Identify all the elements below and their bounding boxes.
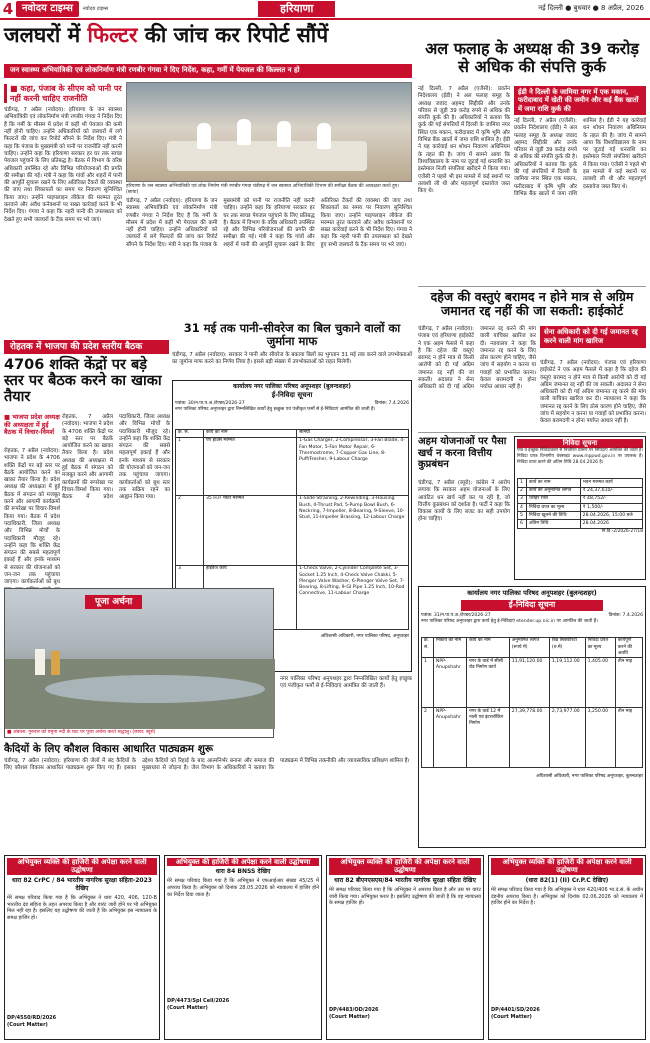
tender1-office: कार्यालय नगर पालिका परिषद अनूपशहर (बुलन्दशहर) [233,383,351,390]
table-cell: अंतिम तिथि [526,520,580,528]
court-ad-1 [4,855,160,1040]
table-cell: पंप हाउस मरम्मत [203,437,296,495]
fine-body: चंडीगढ़, 7 अप्रैल (नवोदय): सरकार ने पानी और सीवरेज के बकाया बिलों का भुगतान 31 मई तक करने वाले उपभोक्ताओं का जुर्माना माफ करने का निर्णय लिया है। इससे बड़ी संख्या में उपभोक्ताओं को राहत मिलेगी। [172,352,412,366]
lead-headline [4,24,412,46]
court-ad-2-footer: (Court Matter) [167,1005,208,1012]
court-ad-3-body: मेरे समक्ष परिवाद किया गया है कि अभियुक्त ने अपराध किया है और उस पर वारंट जारी किया गया। अभियुक्त फरार है। इसलिए उद्घोषणा की जाती है कि वह न्यायालय के समक्ष हाजिर हो। [329,886,481,907]
dowry-body: चंडीगढ़, 7 अप्रैल (नवोदय): पंजाब एवं हरियाणा हाईकोर्ट ने एक अहम फैसले में कहा है कि दहेज की वस्तुएं बरामद न होने मात्र से किसी आरोपी को दी गई अग्रिम जमानत रद्द नहीं की जा सकती। अदालत ने सेना अधिकारी को दी गई अग्रिम जमानत रद्द करने की मांग वाली याचिका खारिज कर दी। न्यायालय ने कहा कि जमानत रद्द करने के लिए ठोस कारण होने चाहिए, जैसे जांच में सहयोग न करना या गवाहों को प्रभावित करना। केवल बरामदगी न होना पर्याप्त आधार नहीं है। [418,326,536,391]
table-cell: कार्य का नाम [526,479,580,487]
table-row [518,512,643,520]
river-scene-graphic [5,589,275,729]
table-cell: 2 [518,487,527,495]
tender1-sign: अधिशासी अधिकारी, नगर पालिका परिषद, अनूपशहर [320,633,409,639]
tender2-ref: नि.वि.-2/2026-27/18 [601,528,643,534]
tender1-col-header: कार्य का नाम [203,429,296,437]
alfalah-body-col1: नई दिल्ली, 7 अप्रैल (एजेंसी): प्रवर्तन निदेशालय (ईडी) ने अल फलाह समूह के अध्यक्ष जवाद अहमद सिद्दीकी और उनके परिवार से जुड़ी 39 करोड़ रुपये से अधिक की संपत्ति कुर्क की है। अधिकारियों ने बताया कि कुर्क की गई संपत्तियों में दिल्ली के जामिया नगर स्थित एक मकान, फरीदाबाद में कृषि भूमि और विभिन्न बैंक खातों में जमा राशि शामिल है। ईडी ने यह कार्रवाई धन शोधन निवारण अधिनियम के तहत की है। जांच में सामने आया कि विश्वविद्यालय के नाम पर जुटाई गई धनराशि का इस्तेमाल निजी संपत्तियां खरीदने में किया गया। एजेंसी ने पहले भी इस मामले में कई स्थानों पर तलाशी ली थी और महत्वपूर्ण दस्तावेज जब्त किए थे। [418,86,510,195]
puja-photo [4,588,274,738]
lead-photo [126,82,412,182]
devotee-shape [51,651,60,675]
puja-label: पूजा अर्चना [85,595,142,609]
alfalah-subheadline: ईडी ने दिल्ली के जामिया नगर में एक मकान, फरीदाबाद में खेती की जमीन और कई बैंक खातों में जमा राशि कुर्क की [514,86,646,115]
dowry-body-col3: चंडीगढ़, 7 अप्रैल (नवोदय): पंजाब एवं हरियाणा हाईकोर्ट ने एक अहम फैसले में कहा है कि दहेज की वस्तुएं बरामद न होने मात्र से किसी आरोपी को दी गई अग्रिम जमानत रद्द नहीं की जा सकती। अदालत ने सेना अधिकारी को दी गई अग्रिम जमानत रद्द करने की मांग वाली याचिका खारिज कर दी। न्यायालय ने कहा कि जमानत रद्द करने के लिए ठोस कारण होने चाहिए, जैसे जांच में सहयोग न करना या गवाहों को प्रभावित करना। केवल बरामदगी न होना पर्याप्त आधार नहीं है। [540,360,646,425]
court-ad-2-ref: DP/4473/Spl Cell/2026 [167,998,230,1005]
table-cell: 11,91,120.00 [509,658,549,708]
table-cell: धरोहर राशि [526,495,580,503]
table-row [518,479,643,487]
court-ad-4-title: अभियुक्त व्यक्ति की हाजिरी की अपेक्षा करने वाली उद्घोषणा [491,858,643,875]
skill-headline: कैदियों के लिए कौशल विकास आधारित पाठ्यक्रम शुरू [4,743,214,755]
dowry-headline: दहेज की वस्तुएं बरामद न होने मात्र से अग्रिम जमानत रद्द नहीं की जा सकती: हाईकोर्ट [430,289,634,319]
tender1-date: दिनांक: 7.4.2026 [374,400,409,406]
lead-headline-highlight: फिल्टर [87,23,138,47]
lead-kicker: ■ कहा, पंजाब के सीएम को पानी पर नहीं करनी चाहिए राजनीति [4,84,122,103]
lead-body: चंडीगढ़, 7 अप्रैल (नवोदय): हरियाणा के जन स्वास्थ्य अभियांत्रिकी एवं लोकनिर्माण मंत्री रणबीर गंगवा ने निर्देश दिए हैं कि गर्मी के मौसम में प्रदेश में कहीं भी पेयजल की कमी नहीं होनी चाहिए। उन्होंने अधिकारियों को जलघरों में लगे फिल्टरों की जांच कर रिपोर्ट सौंपने के निर्देश दिए। मंत्री ने कहा कि पंजाब के मुख्यमंत्री को पानी पर राजनीति नहीं करनी चाहिए। उन्होंने कहा कि हरियाणा सरकार हर घर तक स्वच्छ पेयजल पहुंचाने के लिए प्रतिबद्ध है। बैठक में विभाग के वरिष्ठ अधिकारी उपस्थित रहे और विभिन्न परियोजनाओं की प्रगति की समीक्षा की गई। मंत्री ने कहा कि गांवों और शहरों में पानी की आपूर्ति सुचारू रखने के लिए अतिरिक्त टैंकरों की व्यवस्था की जाए तथा शिकायतों का समय पर निवारण सुनिश्चित किया जाए। उन्होंने पाइपलाइन लीकेज की मरम्मत तुरंत करवाने और अवैध कनेक्शनों पर सख्त कार्रवाई करने के भी निर्देश दिए। गंगवा ने कहा कि नहरी पानी की उपलब्धता को देखते हुए सभी जलघरों के टैंक समय पर भरे जाएं। [126,198,412,248]
table-cell: ₹ 1,500/- [580,504,642,512]
masthead-sub: नवोदय टाइम्स [82,5,109,12]
table-cell: 5 [518,512,527,520]
court-ad-1-sub: धारा 82 CrPC / 84 भारतीय नागरिक सुरक्षा संहिता-2023 देखिए [12,876,152,892]
rohtak-kicker: ■ भाजपा प्रदेश अध्यक्ष की अध्यक्षता में हुई बैठक में विचार-विमर्श [4,413,60,437]
court-ad-1-ref: DP/4550/RD/2026 [7,1014,57,1021]
dowry-subheadline: सेना अधिकारी को दी गई जमानत रद्द करने वाली मांग खारिज [540,326,646,348]
court-ad-4-body: मेरे समक्ष परिवाद किया गया है कि अभियुक्त ने धारा 420/406 भा.दं.सं. के अधीन दंडनीय अपराध किया है। अभियुक्त को दिनांक 02.06.2026 को न्यायालय में हाजिर होने का निर्देश है। [491,886,643,907]
court-ad-4-sub: (धारा 82(1) (II) Cr.P.C देखिए) [525,876,609,884]
issue-date: नई दिल्ली ● बुधवार ● 8 अप्रैल, 2026 [538,4,644,13]
table-cell: 27,39,778.00 [509,708,549,768]
loan-body: चंडीगढ़, 7 अप्रैल (ब्यूरो): कांग्रेस ने आरोप लगाया कि सरकार अहम योजनाओं के लिए आवंटित धन खर्च नहीं कर पा रही है, जो वित्तीय कुप्रबंधन को दर्शाता है। पार्टी ने कहा कि विकास कार्यों के लिए बजट का सही उपयोग होना चाहिए। [418,480,510,523]
court-ad-3-sub: धारा 82 बीएनएसएस/84 भारतीय नागरिक सुरक्षा संहिता देखिए [334,876,476,884]
court-ad-1-title: अभियुक्त व्यक्ति की हाजिरी की अपेक्षा करने वाली उद्घोषणा [7,858,157,875]
table-cell: 1-Check Valve, 2-Cylinder Complete Set, 3-Socket 1.25 Inch, 4-Check Valve Chakki, 5-Plenger Valve Washer, 6-Plenger Valve Set, 7-Bearing, 8-Lifting, 9-GI Pipe 1.25 Inch, 10-Rod Connective, 11-Labour Charge [297,565,409,629]
puja-caption: ■ अंबाला: गुरुवार को यमुना नदी के घाट पर पूजा अर्चना करते श्रद्धालु। (छाया: ब्यूरो) [5,729,273,737]
table-cell: 2 [422,708,434,768]
table-cell: निविदा खुलने की तिथि [526,512,580,520]
tender3-ref: पत्रांक: 31/न.पा.प.अ./टेण्डर/2026-27 [421,612,491,618]
tender3-table [421,637,643,769]
tender3-col-header: निकाय का नाम [433,637,466,658]
tender3-col-header: निविदा प्रपत्र का मूल्य [585,637,615,658]
tender1-intro: नगर पालिका परिषद अनूपशहर द्वारा निम्नलिखित कार्यों हेतु इच्छुक एवं पंजीकृत फर्मों से ई-निविदाएं आमंत्रित की जाती हैं। [175,406,376,412]
court-ad-2-body: मेरे समक्ष परिवाद किया गया है कि अभियुक्त ने एफआईआर संख्या 45/25 में अपराध किया है। अभियुक्त को दिनांक 28.05.2026 को न्यायालय में हाजिर होने का निर्देश दिया जाता है। [167,878,319,898]
table-row [422,658,643,708]
court-ad-3-ref: DP/4483/OD/2026 [329,1006,379,1013]
table-row [176,437,409,495]
table-cell: भवन मरम्मत कार्य [580,479,642,487]
table-cell: 3 [176,565,204,629]
divider [418,432,646,433]
rohtak-body-col1: रोहतक, 7 अप्रैल (नवोदय): भाजपा ने प्रदेश के 4706 शक्ति केंद्रों पर बड़े स्तर पर बैठकें आयोजित करने का खाका तैयार किया है। प्रदेश अध्यक्ष की अध्यक्षता में हुई बैठक में संगठन को मजबूत करने और आगामी कार्यक्रमों की रूपरेखा पर विचार-विमर्श किया गया। बैठक में प्रदेश पदाधिकारी, जिला अध्यक्ष और विभिन्न मोर्चों के पदाधिकारी मौजूद रहे। उन्होंने कहा कि शक्ति केंद्र संगठन की सबसे महत्वपूर्ण इकाई हैं और इनके माध्यम से सरकार की योजनाओं को जन-जन तक पहुंचाया जाएगा। कार्यकर्ताओं को बूथ [4,448,60,586]
tender2-title: निविदा सूचना [517,439,643,448]
tender3-title: ई-निविदा सूचना [461,600,603,611]
lead-photo-caption: हरियाणा के जन स्वास्थ्य अभियांत्रिकी एवं लोक निर्माण मंत्री रणबीर गंगवा चंडीगढ़ में जन स्वास्थ्य अभियांत्रिकी विभाग की समीक्षा बैठक की अध्यक्षता करते हुए। (छाया) [126,184,400,196]
court-ad-2-sub: धारा 84 BNSS देखिए [215,868,271,876]
tender1-col-header: सामग्री [297,429,409,437]
person-shape [197,123,211,149]
table-cell: नगर के वार्ड में सीसी रोड निर्माण कार्य [467,658,510,708]
table-cell: NPP-Anupshahr [433,658,466,708]
court-ad-2 [164,855,322,1040]
table-cell: 1 [518,479,527,487]
table-cell: कार्य की अनुमानित लागत [526,487,580,495]
person-shape [277,121,291,147]
tender3-col-header: बिड सिक्योरिटी (रु.में) [549,637,585,658]
tender3-office: कार्यालय नगर पालिका परिषद अनूपशहर (बुलन्दशहर) [467,589,597,597]
table-cell: 1,19,112.00 [549,658,585,708]
tender1-note: नगर पालिका परिषद अनूपशहर द्वारा निम्नलिखित कार्यों हेतु इच्छुक एवं पंजीकृत फर्मों से ई-निविदाएं आमंत्रित की जाती हैं। [280,676,412,690]
devotee-shape [35,649,45,675]
table-cell: 28.04.2026 [580,520,642,528]
rohtak-body: रोहतक, 7 अप्रैल (नवोदय): भाजपा ने प्रदेश के 4706 शक्ति केंद्रों पर बड़े स्तर पर बैठकें आयोजित करने का खाका तैयार किया है। प्रदेश अध्यक्ष की अध्यक्षता में हुई बैठक में संगठन को मजबूत करने और आगामी कार्यक्रमों की रूपरेखा पर विचार-विमर्श किया गया। बैठक में प्रदेश पदाधिकारी, जिला अध्यक्ष और विभिन्न मोर्चों के पदाधिकारी मौजूद रहे। उन्होंने कहा कि शक्ति केंद्र संगठन की सबसे महत्वपूर्ण इकाई हैं और इनके माध्यम से सरकार की योजनाओं को जन-जन तक पहुंचाया जाएगा। कार्यकर्ताओं को बूथ स्तर तक सक्रिय रहने का आह्वान किया गया। [62,414,170,501]
lead-headline-part2: की जांच कर रिपोर्ट सौंपें [137,23,329,47]
table-cell: 35 H.P. मोटर मरम्मत [203,495,296,565]
section-title: हरियाणा [258,1,335,17]
table-cell: हाईवेज कार्य [203,565,296,629]
alfalah-headline: अल फलाह के अध्यक्ष की 39 करोड़ से अधिक की संपत्ति कुर्क [425,39,639,76]
rohtak-band: रोहतक में भाजपा की प्रदेश स्तरीय बैठक [4,340,169,354]
rohtak-headline: 4706 शक्ति केंद्रों पर बड़े स्तर पर बैठक करने का खाका तैयार [4,357,162,405]
table-cell: ₹ 24,37,610/- [580,487,642,495]
court-ad-4-ref: DP/4401/SD/2026 [491,1006,540,1013]
table-cell: 6 [518,520,527,528]
table-cell: 1,405.00 [585,658,615,708]
court-ad-3-title: अभियुक्त व्यक्ति की हाजिरी की अपेक्षा करने वाली उद्घोषणा [329,858,481,875]
table-row [518,520,643,528]
court-ad-1-footer: (Court Matter) [7,1021,48,1028]
tender2-table [517,478,643,528]
tender-notice-2 [514,436,646,580]
tender3-sign: अधिशासी अधिकारी, नगर पालिका परिषद अनूपशहर, बुलन्दशहर [536,774,643,780]
table-cell: NPP-Anupshahr [433,708,466,768]
lead-body-col1: चंडीगढ़, 7 अप्रैल (नवोदय): हरियाणा के जन स्वास्थ्य अभियांत्रिकी एवं लोकनिर्माण मंत्री रणबीर गंगवा ने निर्देश दिए हैं कि गर्मी के मौसम में प्रदेश में कहीं भी पेयजल की कमी नहीं होनी चाहिए। उन्होंने अधिकारियों को जलघरों में लगे फिल्टरों की जांच कर रिपोर्ट सौंपने के निर्देश दिए। मंत्री ने कहा कि पंजाब के मुख्यमंत्री को पानी पर राजनीति नहीं करनी चाहिए। उन्होंने कहा कि हरियाणा सरकार हर घर तक स्वच्छ पेयजल पहुंचाने के लिए प्रतिबद्ध है। बैठक में विभाग के वरिष्ठ अधिकारी उपस्थित रहे और विभिन्न परियोजनाओं की प्रगति की समीक्षा की गई। मंत्री ने कहा कि गांवों और शहरों में पानी की आपूर्ति सुचारू रखने के लिए अतिरिक्त टैंकरों की व्यवस्था की जाए तथा शिकायतों का समय पर निवारण सुनिश्चित किया जाए। उन्होंने पाइपलाइन लीकेज की मरम्मत तुरंत करवाने और अवैध कनेक्शनों पर सख्त कार्रवाई करने के भी निर्देश दिए। गंगवा ने कहा कि नहरी पानी की उपलब्धता को देखते हुए सभी जलघरों के टैंक समय पर भरे जाएं। [4,107,122,223]
table-cell: 1-Gas Charger, 2-Compressor, 3-Fan Blade, 4-Fan Motor, 5-Fan Motor Repair, 6-Thermostrome, 7-Copper Gas Line, 8-Puff/Fresher, 9-Labour Charge [297,437,409,495]
court-ad-4-footer: (Court Matter) [491,1013,532,1020]
table-cell: ₹ 48,752/- [580,495,642,503]
person-shape [317,123,331,149]
table-cell: 1 [176,437,204,495]
table-row [422,708,643,768]
table-cell: 2 [176,495,204,565]
tender-notice-3 [418,586,646,848]
court-ad-3 [326,855,484,1040]
water-shape [45,675,265,703]
table-cell: 3,250.00 [585,708,615,768]
table-cell: 28.04.2026, 15:00 बजे [580,512,642,520]
table-row [518,495,643,503]
court-ad-1-body: मेरे समक्ष परिवाद किया गया है कि अभियुक्त ने धारा 420, 406, 120-B भारतीय दंड संहिता के तहत अपराध किया है और वारंट जारी होने पर भी अभियुक्त मिल नहीं रहा है। इसलिए यह उद्घोषणा की जाती है कि अभियुक्त इस न्यायालय के समक्ष हाजिर हो। [7,894,157,922]
table-cell: 2,73,977.00 [549,708,585,768]
tender1-ref: पत्रांक: 30/न.पा.प.अ./टेण्डर/2026-27 [175,400,245,406]
masthead [0,0,650,20]
tender3-col-header: कार्यपूर्ण करने की अवधि [615,637,642,658]
table-cell: तीन माह [615,708,642,768]
table-cell: 1 [422,658,434,708]
table-cell: निविदा प्रपत्र का मूल्य [526,504,580,512]
tender3-date: दिनांक: 7.4.2026 [608,612,643,618]
divider [418,286,646,287]
tender1-title: ई-निविदा सूचना [271,391,313,400]
court-ad-4 [488,855,646,1040]
court-ad-2-title: अभियुक्त की हाजिरी की अपेक्षा करने वाली उद्घोषणा [167,858,319,866]
table-row [176,495,409,565]
tender3-intro: नगर पालिका परिषद अनूपशहर द्वारा कार्य हेतु ई-निविदाएं etender.up.nic.in पर आमंत्रित की जाती हैं। [421,618,598,624]
court-ad-3-footer: (Court Matter) [329,1013,370,1020]
table-cell: 1-Slide Straining, 2-Rewinding, 3-Housing Bush, 4-Thrust Pad, 5-Pump Bowl Bush, 6-Neckring, 7-Impeller, 8-Bearing, 9-Sleeve, 10-Stud, 11-Impeller Brassing, 12-Labour Charge [297,495,409,565]
table-cell: 3 [518,495,527,503]
lead-kicker-box [4,84,122,277]
lead-subheadline: जन स्वास्थ्य अभियांत्रिकी एवं लोकनिर्माण मंत्री रणबीर गंगवा ने दिए निर्देश, कहा, गर्मी में पेयजल की किल्लत न हो [4,64,412,78]
tender1-col-header: क्र. सं. [176,429,204,437]
tender3-col-header: क्र. सं. [422,637,434,658]
tender3-col-header: कार्य का नाम [467,637,510,658]
skill-body: चंडीगढ़, 7 अप्रैल (नवोदय): हरियाणा की जेलों में बंद कैदियों के लिए कौशल विकास आधारित पाठ्यक्रम शुरू किए गए हैं। इसका उद्देश्य कैदियों को रिहाई के बाद आत्मनिर्भर बनाना और समाज की मुख्यधारा से जोड़ना है। जेल विभाग के अधिकारियों ने बताया कि पाठ्यक्रम में विभिन्न तकनीकी और व्यावसायिक प्रशिक्षण शामिल हैं। [4,758,410,772]
table-row [518,504,643,512]
tender2-body: पात्र व इच्छुक निविदाकारों से निर्धारित प्रारूप पर निविदाएं आमंत्रित की जाती हैं। निविदा प्रपत्र विभागीय वेबसाइट www.mppwd.gov.in पर उपलब्ध हैं। निविदा प्राप्त करने की अंतिम तिथि 28.04.2026 है। [517,448,643,466]
person-shape [237,119,251,145]
newspaper-logo: नवोदय टाइम्स [16,1,79,17]
lead-headline-part1: जलघरों में [4,23,88,47]
page-number: 4 [0,0,16,18]
fine-headline: 31 मई तक पानी-सीवरेज का बिल चुकाने वालों का जुर्माना माफ [183,321,401,349]
table-cell: तीन माह [615,658,642,708]
tender3-col-header: अनुमानित लागत (रुपये में) [509,637,549,658]
table-cell: नगर के वार्ड 12 में नाली एवं इंटरलॉकिंग निर्माण [467,708,510,768]
loan-headline: अहम योजनाओं पर पैसा खर्च न करना वित्तीय कुप्रबंधन [418,436,507,470]
table-cell: 4 [518,504,527,512]
alfalah-body: नई दिल्ली, 7 अप्रैल (एजेंसी): प्रवर्तन निदेशालय (ईडी) ने अल फलाह समूह के अध्यक्ष जवाद अहमद सिद्दीकी और उनके परिवार से जुड़ी 39 करोड़ रुपये से अधिक की संपत्ति कुर्क की है। अधिकारियों ने बताया कि कुर्क की गई संपत्तियों में दिल्ली के जामिया नगर स्थित एक मकान, फरीदाबाद में कृषि भूमि और विभिन्न बैंक खातों में जमा राशि शामिल है। ईडी ने यह कार्रवाई धन शोधन निवारण अधिनियम के तहत की है। जांच में सामने आया कि विश्वविद्यालय के नाम पर जुटाई गई धनराशि का इस्तेमाल निजी संपत्तियां खरीदने में किया गया। एजेंसी ने पहले भी इस मामले में कई स्थानों पर तलाशी ली थी और महत्वपूर्ण दस्तावेज जब्त किए थे। [514,118,646,197]
table-row [518,487,643,495]
